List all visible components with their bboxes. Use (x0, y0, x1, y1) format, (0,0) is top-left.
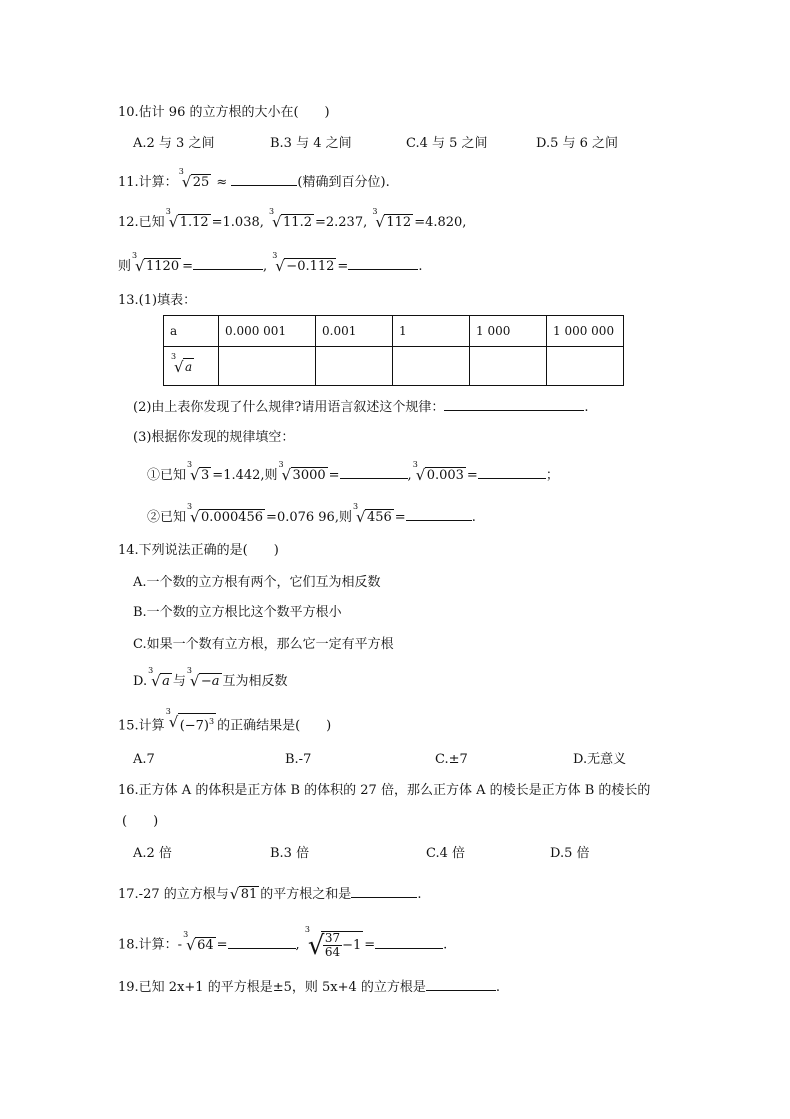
q15-option-c: C.±7 (435, 752, 468, 767)
cube-root: 3 √ −0.112 (272, 251, 335, 275)
cube-root: 3 √ 0.003 (412, 460, 464, 484)
period: . (495, 980, 501, 995)
q11-suffix: (精确到百分位). (297, 175, 390, 190)
q17-suffix: 的平方根之和是 (260, 887, 352, 902)
sub1-prefix: ①已知 (147, 468, 187, 483)
cube-root: 3 √ 1.12 (165, 207, 209, 231)
cube-root: 3 √ a (171, 351, 193, 376)
q10-option-c: C.4 与 5 之间 (406, 136, 488, 151)
q15-stem (118, 707, 332, 736)
cube-root: 3 √ 0.000456 (187, 502, 264, 526)
table-cell: 1 000 (470, 316, 547, 347)
q14-option-b: B.一个数的立方根比这个数平方根小 (133, 605, 342, 620)
table-cell (164, 347, 219, 386)
cube-root: 3 √ 64 (183, 929, 214, 954)
answer-cell[interactable] (547, 347, 624, 386)
cube-root: 3 √ −a (186, 666, 220, 690)
sub2-prefix: ②已知 (147, 510, 187, 525)
q17-prefix: 17.-27 的立方根与 (118, 887, 229, 902)
q13-sub2 (147, 502, 476, 528)
answer-cell[interactable] (393, 347, 470, 386)
q12-line1 (118, 207, 467, 233)
comma: , (407, 468, 412, 483)
fraction: $\frac{37}{64}$ (324, 931, 341, 959)
q11-prefix: 11.计算： (118, 175, 178, 190)
semicolon: ； (545, 468, 559, 483)
q19-text: 19.已知 2x+1 的平方根是±5，则 5x+4 的立方根是 (118, 980, 426, 995)
q10-option-d: D.5 与 6 之间 (536, 136, 619, 151)
cube-root: 3 √ $(-7)^3$ (165, 707, 215, 734)
table-cell: 1 000 000 (547, 316, 624, 347)
q15-option-b: B.-7 (285, 752, 312, 767)
answer-blank[interactable] (348, 255, 418, 270)
answer-blank[interactable] (351, 883, 417, 898)
cube-root: 3 √ 456 (352, 502, 392, 526)
q13-part2 (133, 396, 589, 418)
cube-root: 3 √ 3000 (278, 460, 326, 484)
answer-cell[interactable] (219, 347, 316, 386)
q13-sub1 (147, 460, 559, 486)
q12-value-2: =2.237, (314, 215, 368, 230)
answer-cell[interactable] (470, 347, 547, 386)
answer-blank[interactable] (340, 464, 408, 479)
q16-option-b: B.3 倍 (270, 846, 310, 861)
q12-prefix: 12.已知 (118, 215, 165, 230)
and-text: 与 (172, 674, 186, 689)
sub1-value: =1.442,则 (212, 468, 278, 483)
q15-option-d: D.无意义 (573, 752, 627, 767)
q12-then: 则 (118, 259, 132, 274)
q15-option-a: A.7 (133, 752, 155, 767)
equals-sign: = (182, 259, 194, 274)
q17 (118, 883, 421, 905)
answer-blank[interactable] (231, 171, 297, 186)
option-d-label: D. (133, 674, 148, 689)
square-root: √ 81 (229, 885, 258, 903)
q16-paren: ( ) (122, 814, 159, 829)
q16-option-d: D.5 倍 (550, 846, 590, 861)
answer-blank[interactable] (193, 255, 263, 270)
q10-stem: 10.估计 96 的立方根的大小在( ) (118, 105, 330, 120)
q13-part2-text: (2)由上表你发现了什么规律?请用语言叙述这个规律： (133, 400, 445, 415)
q13-part3: (3)根据你发现的规律填空： (133, 430, 295, 445)
answer-blank[interactable] (426, 976, 496, 991)
comma: , (295, 937, 300, 953)
q16-option-a: A.2 倍 (133, 846, 172, 861)
equals-sign: = (466, 468, 478, 483)
q12-value-1: =1.038, (211, 215, 264, 230)
q19 (118, 976, 500, 998)
answer-cell[interactable] (316, 347, 393, 386)
q14-stem: 14.下列说法正确的是( ) (118, 543, 279, 558)
cube-root: 3 √ 112 (372, 207, 412, 231)
q16-option-c: C.4 倍 (426, 846, 466, 861)
answer-blank[interactable] (478, 464, 546, 479)
q13-title: 13.(1)填表： (118, 293, 197, 308)
comma: , (263, 259, 268, 274)
approx-sign: ≈ (216, 175, 228, 190)
period: . (418, 259, 423, 274)
cube-root: 3 √ a (148, 666, 170, 690)
period: . (584, 400, 589, 415)
q11 (118, 167, 390, 193)
equals-sign: = (328, 468, 340, 483)
equals-sign: = (364, 937, 376, 953)
table-cell: 1 (393, 316, 470, 347)
table-cell: 0.001 (316, 316, 393, 347)
cube-root: 3 √ 1120 (132, 251, 180, 275)
q14-option-c: C.如果一个数有立方根，那么它一定有平方根 (133, 637, 394, 652)
q16-stem: 16.正方体 A 的体积是正方体 B 的体积的 27 倍，那么正方体 A 的棱长是正方体 B 的棱长的 (118, 783, 651, 798)
period: . (443, 937, 448, 953)
answer-blank[interactable] (406, 506, 472, 521)
q18 (118, 925, 448, 961)
equals-sign: = (394, 510, 406, 525)
period: . (471, 510, 476, 525)
q14-option-d (133, 666, 288, 692)
cube-root: 3 √ 25 (178, 167, 210, 191)
answer-blank[interactable] (375, 934, 443, 949)
q10-option-b: B.3 与 4 之间 (270, 136, 352, 151)
cube-root: 3 √ 3 (187, 460, 210, 484)
option-d-suffix: 互为相反数 (222, 674, 288, 689)
q14-option-a: A.一个数的立方根有两个，它们互为相反数 (133, 575, 381, 590)
q18-prefix: 18.计算：- (118, 937, 183, 953)
sub2-value: =0.076 96,则 (266, 510, 352, 525)
q13-table (163, 315, 624, 386)
table-cell: 0.000 001 (219, 316, 316, 347)
q12-value-3: =4.820, (414, 215, 467, 230)
answer-blank[interactable] (444, 396, 584, 411)
equals-sign: = (337, 259, 349, 274)
cube-root: 3 √ $\frac{37}{64}$ −1 (304, 925, 362, 961)
cube-root: 3 √ 11.2 (269, 207, 312, 231)
q15-suffix: 的正确结果是( ) (217, 718, 332, 734)
q12-line2 (118, 251, 423, 277)
equals-sign: = (216, 937, 228, 953)
period: . (417, 887, 422, 902)
q10-option-a: A.2 与 3 之间 (133, 136, 215, 151)
q15-prefix: 15.计算 (118, 718, 165, 734)
table-cell: a (164, 316, 219, 347)
answer-blank[interactable] (228, 934, 296, 949)
